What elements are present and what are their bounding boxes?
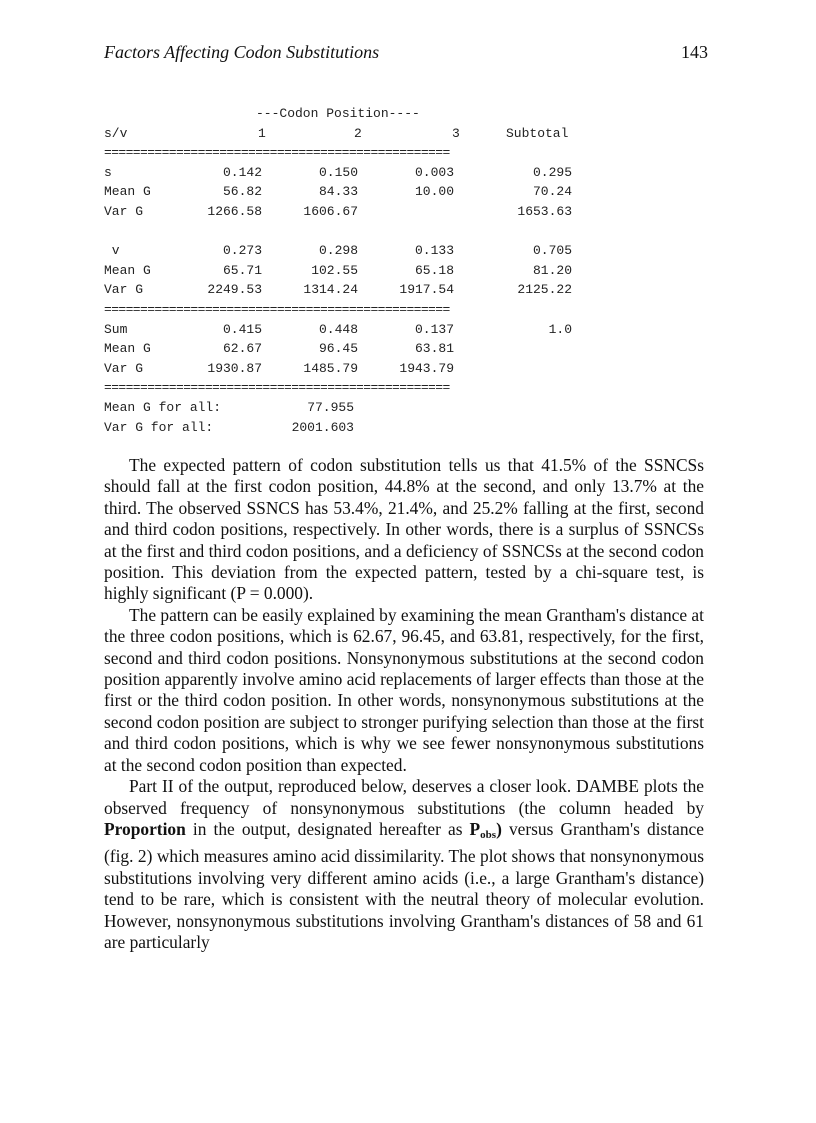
table-row [104, 322, 594, 342]
row-label: Var G [104, 360, 144, 376]
table-row [104, 282, 594, 302]
table-cell: 1943.79 [399, 360, 454, 376]
table-cell: 1266.58 [207, 203, 262, 219]
table-cell: 1485.79 [303, 360, 358, 376]
table-row [104, 204, 594, 224]
body-text [104, 455, 704, 953]
table-cell: 0.705 [532, 243, 572, 259]
table-cell: 1606.67 [303, 203, 358, 219]
table-cell: 96.45 [318, 341, 358, 357]
summary-label: Mean G for all: [104, 399, 222, 415]
table-cell: 56.82 [222, 184, 262, 200]
table-cell: 1917.54 [399, 282, 454, 298]
table-cell: 0.133 [414, 243, 454, 259]
codon-position-table [104, 106, 594, 439]
paragraph: The pattern can be easily explained by examining the mean Grantham's distance at the three codon positions, which is 62.67, 96.45, and 63.81, respectively, for the first, second and third codon positions. Nonsynonymous substitutions at the second codon position apparently involve amino acid replacements of larger effects than those at the first or the third codon position. In other words, nonsynonymous substitutions at the second codon position are subject to stronger purifying selection than those at the first and third codon positions, which is why we see fewer nonsynonymous substitutions at the second codon position than expected. [104, 604, 704, 775]
page-number: 143 [681, 42, 708, 62]
summary-value: 77.955 [307, 399, 354, 415]
paragraph-text: versus Grantham's distance (fig. 2) which measures amino acid dissimilarity. The plot shows that nonsynonymous substitutions involving very different amino acids (i.e., a large Grantham's distance) tend to be rare, which is consistent with the neutral theory of molecular evolution. However, nonsynonymous substitutions involving Grantham's distances of 58 and 61 are particularly [104, 818, 704, 952]
table-cell: 0.150 [318, 164, 358, 180]
table-cell: 0.273 [222, 243, 262, 259]
running-title: Factors Affecting Codon Substitutions [104, 42, 380, 62]
row-label: Mean G [104, 341, 151, 357]
table-row [104, 263, 594, 283]
table-cell: 0.298 [318, 243, 358, 259]
table-rule: ================================================ [104, 145, 450, 161]
row-label: s [104, 164, 112, 180]
table-cell: 70.24 [532, 184, 572, 200]
summary-value: 2001.603 [291, 419, 354, 435]
table-row [104, 243, 594, 263]
table-cell: 0.137 [414, 321, 454, 337]
table-cell: 0.295 [532, 164, 572, 180]
table-row [104, 184, 594, 204]
table-row [104, 341, 594, 361]
table-row [104, 165, 594, 185]
row-label: Var G [104, 203, 144, 219]
table-rule: ================================================ [104, 380, 450, 396]
row-label: v [104, 243, 120, 259]
table-title: ---Codon Position---- [256, 106, 420, 121]
summary-row [104, 420, 594, 440]
table-cell: 2249.53 [207, 282, 262, 298]
table-cell: 0.415 [222, 321, 262, 337]
row-label: Mean G [104, 184, 151, 200]
table-cell: 2125.22 [517, 282, 572, 298]
column-header: 1 [258, 125, 266, 141]
table-cell: 1653.63 [517, 203, 572, 219]
column-header: 3 [452, 125, 460, 141]
column-header: s/v [104, 125, 128, 141]
table-cell: 81.20 [532, 262, 572, 278]
table-cell: 1930.87 [207, 360, 262, 376]
table-row [104, 361, 594, 381]
table-cell: 62.67 [222, 341, 262, 357]
table-cell: 65.71 [222, 262, 262, 278]
table-cell: 0.142 [222, 164, 262, 180]
table-cell: 102.55 [311, 262, 358, 278]
paragraph: The expected pattern of codon substitution tells us that 41.5% of the SSNCSs should fall at the first codon position, 44.8% at the second, and only 13.7% at the third. The observed SSNCS has 53.4%, 21.4%, and 25.2% falling at the first, second and third codon positions, respectively. In other words, there is a surplus of SSNCSs at the first and third codon positions, and a deficiency of SSNCSs at the second codon position. This deviation from the expected pattern, tested by a chi-square test, is highly significant (P = 0.000). [104, 455, 704, 604]
table-cell: 0.003 [414, 164, 454, 180]
paragraph-text: in the output, designated hereafter as [192, 818, 463, 839]
row-label: Mean G [104, 262, 151, 278]
table-cell: 1.0 [548, 321, 572, 337]
row-label: Sum [104, 321, 128, 337]
table-cell: 1314.24 [303, 282, 358, 298]
row-label: Var G [104, 282, 144, 298]
symbol-subscript: obs [480, 828, 497, 841]
column-header: Subtotal [506, 125, 569, 141]
table-cell: 63.81 [414, 341, 454, 357]
table-cell: 65.18 [414, 262, 454, 278]
table-header-row [104, 126, 594, 146]
bold-term: Proportion [104, 818, 186, 839]
paragraph [104, 776, 704, 953]
summary-row [104, 400, 594, 420]
column-header: 2 [354, 125, 362, 141]
running-header [104, 42, 708, 66]
table-title-row [104, 106, 594, 126]
table-cell: 84.33 [318, 184, 358, 200]
symbol-paren: ) [496, 818, 502, 839]
symbol-p: P [469, 818, 481, 839]
paragraph-text: Part II of the output, reproduced below, deserves a closer look. DAMBE plots the observed frequency of nonsynonymous substitutions (the column headed by [104, 776, 704, 818]
summary-label: Var G for all: [104, 419, 214, 435]
table-rule: ================================================ [104, 301, 450, 317]
table-cell: 0.448 [318, 321, 358, 337]
table-cell: 10.00 [414, 184, 454, 200]
